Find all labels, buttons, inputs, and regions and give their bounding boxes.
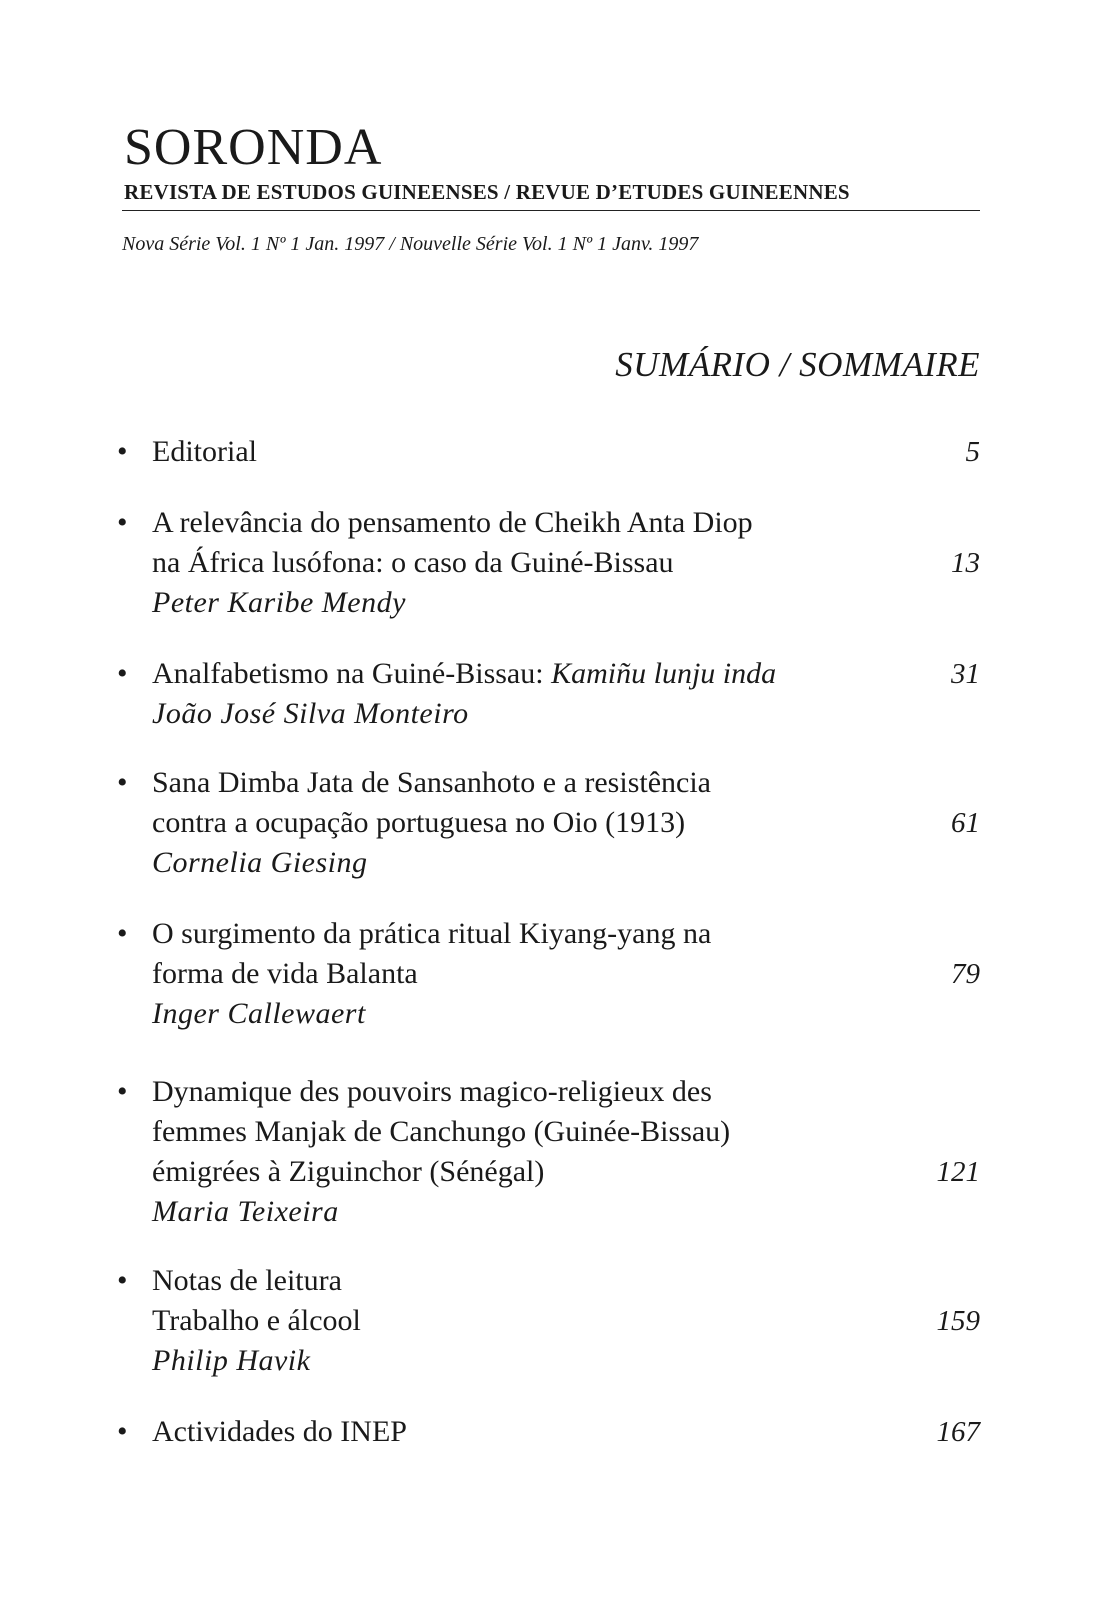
page-number: 13	[951, 547, 980, 579]
bullet-icon: •	[117, 1415, 128, 1448]
entry-title-italic: Kamiñu lunju inda	[551, 657, 777, 690]
entry-title-text: Analfabetismo na Guiné-Bissau:	[152, 657, 552, 690]
page-number: 61	[951, 807, 980, 839]
entry-title: Editorial	[152, 435, 257, 468]
entry-title-line: Dynamique des pouvoirs magico-religieux des	[152, 1075, 712, 1108]
entry-title: Actividades do INEP	[152, 1415, 407, 1448]
page-number: 121	[936, 1156, 980, 1188]
bullet-icon: •	[117, 1075, 128, 1108]
entry-author: Maria Teixeira	[152, 1195, 339, 1228]
entry-title-line: Sana Dimba Jata de Sansanhoto e a resistência	[152, 766, 711, 799]
page-number: 159	[936, 1305, 980, 1337]
entry-title-line: femmes Manjak de Canchungo (Guinée-Bissau)	[152, 1115, 731, 1148]
page-number: 5	[965, 436, 980, 468]
issue-line: Nova Série Vol. 1 Nº 1 Jan. 1997 / Nouvelle Série Vol. 1 Nº 1 Janv. 1997	[122, 233, 699, 255]
entry-author: Peter Karibe Mendy	[152, 586, 406, 619]
entry-title-line: émigrées à Ziguinchor (Sénégal)	[152, 1155, 545, 1188]
entry-title-line: O surgimento da prática ritual Kiyang-yang na	[152, 917, 712, 950]
bullet-icon: •	[117, 435, 128, 468]
entry-title-line: contra a ocupação portuguesa no Oio (1913)	[152, 806, 686, 839]
journal-title: SORONDA	[124, 119, 383, 176]
entry-title-line: na África lusófona: o caso da Guiné-Bissau	[152, 546, 674, 579]
bullet-icon: •	[117, 657, 128, 690]
entry-title-line: forma de vida Balanta	[152, 957, 418, 990]
entry-author: Cornelia Giesing	[152, 846, 368, 879]
contents-heading: SUMÁRIO / SOMMAIRE	[615, 345, 980, 384]
entry-author: Inger Callewaert	[152, 997, 366, 1030]
entry-title-line: Notas de leitura	[152, 1264, 342, 1297]
entry-title-line: Trabalho e álcool	[152, 1304, 361, 1337]
header-rule	[122, 210, 980, 211]
entry-author: João José Silva Monteiro	[152, 697, 469, 730]
entry-title-line	[152, 654, 776, 694]
journal-subtitle: REVISTA DE ESTUDOS GUINEENSES / REVUE D’ETUDES GUINEENNES	[124, 180, 850, 204]
bullet-icon: •	[117, 506, 128, 539]
bullet-icon: •	[117, 766, 128, 799]
bullet-icon: •	[117, 917, 128, 950]
page-number: 31	[951, 658, 980, 690]
page-number: 79	[951, 958, 980, 990]
bullet-icon: •	[117, 1264, 128, 1297]
entry-author: Philip Havik	[152, 1344, 311, 1377]
page-number: 167	[936, 1416, 980, 1448]
entry-title-line: A relevância do pensamento de Cheikh Anta Diop	[152, 506, 753, 539]
